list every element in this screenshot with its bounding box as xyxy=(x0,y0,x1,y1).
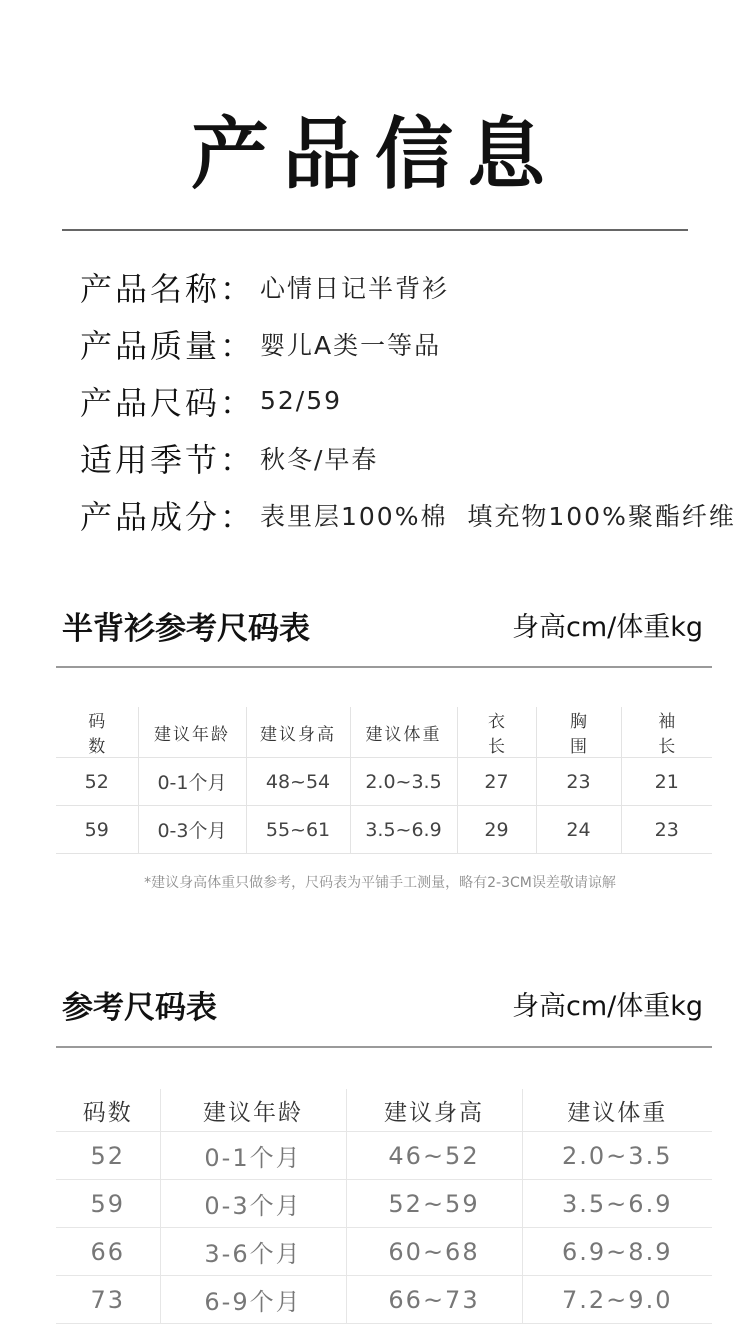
table-cell: 52 xyxy=(56,758,138,806)
table-cell: 66 xyxy=(56,1228,160,1276)
column-header: 建议体重 xyxy=(350,707,457,758)
column-header: 衣长 xyxy=(457,707,536,758)
column-header: 建议体重 xyxy=(522,1089,712,1132)
table-row xyxy=(56,1276,712,1324)
table-cell: 0-3个月 xyxy=(138,806,246,854)
table-cell: 29 xyxy=(457,806,536,854)
product-info-list xyxy=(80,258,736,543)
table-cell: 66~73 xyxy=(346,1276,522,1324)
table-cell: 6.9~8.9 xyxy=(522,1228,712,1276)
table-cell: 46~52 xyxy=(346,1132,522,1180)
table-cell: 3.5~6.9 xyxy=(350,806,457,854)
table-cell: 2.0~3.5 xyxy=(522,1132,712,1180)
column-header: 建议年龄 xyxy=(160,1089,346,1132)
table-cell: 0-3个月 xyxy=(160,1180,346,1228)
table-cell: 6-9个月 xyxy=(160,1276,346,1324)
info-label: 产品质量： xyxy=(80,326,256,365)
info-label: 适用季节： xyxy=(80,440,256,479)
column-header: 码数 xyxy=(56,707,138,758)
size-chart-1-table xyxy=(56,707,712,854)
column-header: 码数 xyxy=(56,1089,160,1132)
table-cell: 27 xyxy=(457,758,536,806)
title-divider xyxy=(62,229,688,231)
page-title: 产品信息 xyxy=(190,110,559,200)
table-cell: 7.2~9.0 xyxy=(522,1276,712,1324)
table-cell: 73 xyxy=(56,1276,160,1324)
info-label: 产品成分： xyxy=(80,497,256,536)
column-header: 建议身高 xyxy=(246,707,350,758)
info-label: 产品名称： xyxy=(80,269,256,308)
column-header: 袖长 xyxy=(621,707,712,758)
info-row-name xyxy=(80,258,736,315)
table-row xyxy=(56,806,712,854)
column-header: 胸围 xyxy=(536,707,621,758)
size-chart-1-divider xyxy=(56,666,712,668)
table-cell: 60~68 xyxy=(346,1228,522,1276)
table-cell: 59 xyxy=(56,806,138,854)
table-cell: 52~59 xyxy=(346,1180,522,1228)
table-cell: 52 xyxy=(56,1132,160,1180)
table-cell: 24 xyxy=(536,806,621,854)
table-header-row xyxy=(56,1089,712,1132)
table-cell: 23 xyxy=(536,758,621,806)
table-row xyxy=(56,1228,712,1276)
table-cell: 3-6个月 xyxy=(160,1228,346,1276)
info-value: 秋冬/早春 xyxy=(260,444,379,474)
size-chart-2-title: 参考尺码表 xyxy=(62,990,217,1026)
table-cell: 0-1个月 xyxy=(138,758,246,806)
info-value: 婴儿A类一等品 xyxy=(260,330,442,360)
info-label: 产品尺码： xyxy=(80,383,256,422)
table-cell: 59 xyxy=(56,1180,160,1228)
table-cell: 0-1个月 xyxy=(160,1132,346,1180)
table-cell: 21 xyxy=(621,758,712,806)
column-header: 建议身高 xyxy=(346,1089,522,1132)
info-row-season xyxy=(80,429,736,486)
size-chart-2-unit: 身高cm/体重kg xyxy=(511,991,703,1022)
size-chart-2-table xyxy=(56,1089,712,1324)
table-cell: 23 xyxy=(621,806,712,854)
table-cell: 2.0~3.5 xyxy=(350,758,457,806)
table-cell: 55~61 xyxy=(246,806,350,854)
size-chart-2-divider xyxy=(56,1046,712,1048)
size-chart-1-unit: 身高cm/体重kg xyxy=(511,612,703,643)
info-value: 心情日记半背衫 xyxy=(260,273,450,303)
table-row xyxy=(56,758,712,806)
table-row xyxy=(56,1180,712,1228)
table-cell: 3.5~6.9 xyxy=(522,1180,712,1228)
info-value: 52/59 xyxy=(260,386,343,415)
column-header: 建议年龄 xyxy=(138,707,246,758)
table-cell: 48~54 xyxy=(246,758,350,806)
info-row-material xyxy=(80,486,736,543)
info-row-quality xyxy=(80,315,736,372)
size-chart-1-note: *建议身高体重只做参考，尺码表为平铺手工测量，略有2-3CM误差敬请谅解 xyxy=(144,875,616,891)
table-row xyxy=(56,1132,712,1180)
info-value: 表里层100%棉 填充物100%聚酯纤维 xyxy=(260,501,736,531)
size-chart-1-title: 半背衫参考尺码表 xyxy=(62,611,310,647)
info-row-size xyxy=(80,372,736,429)
table-header-row xyxy=(56,707,712,758)
